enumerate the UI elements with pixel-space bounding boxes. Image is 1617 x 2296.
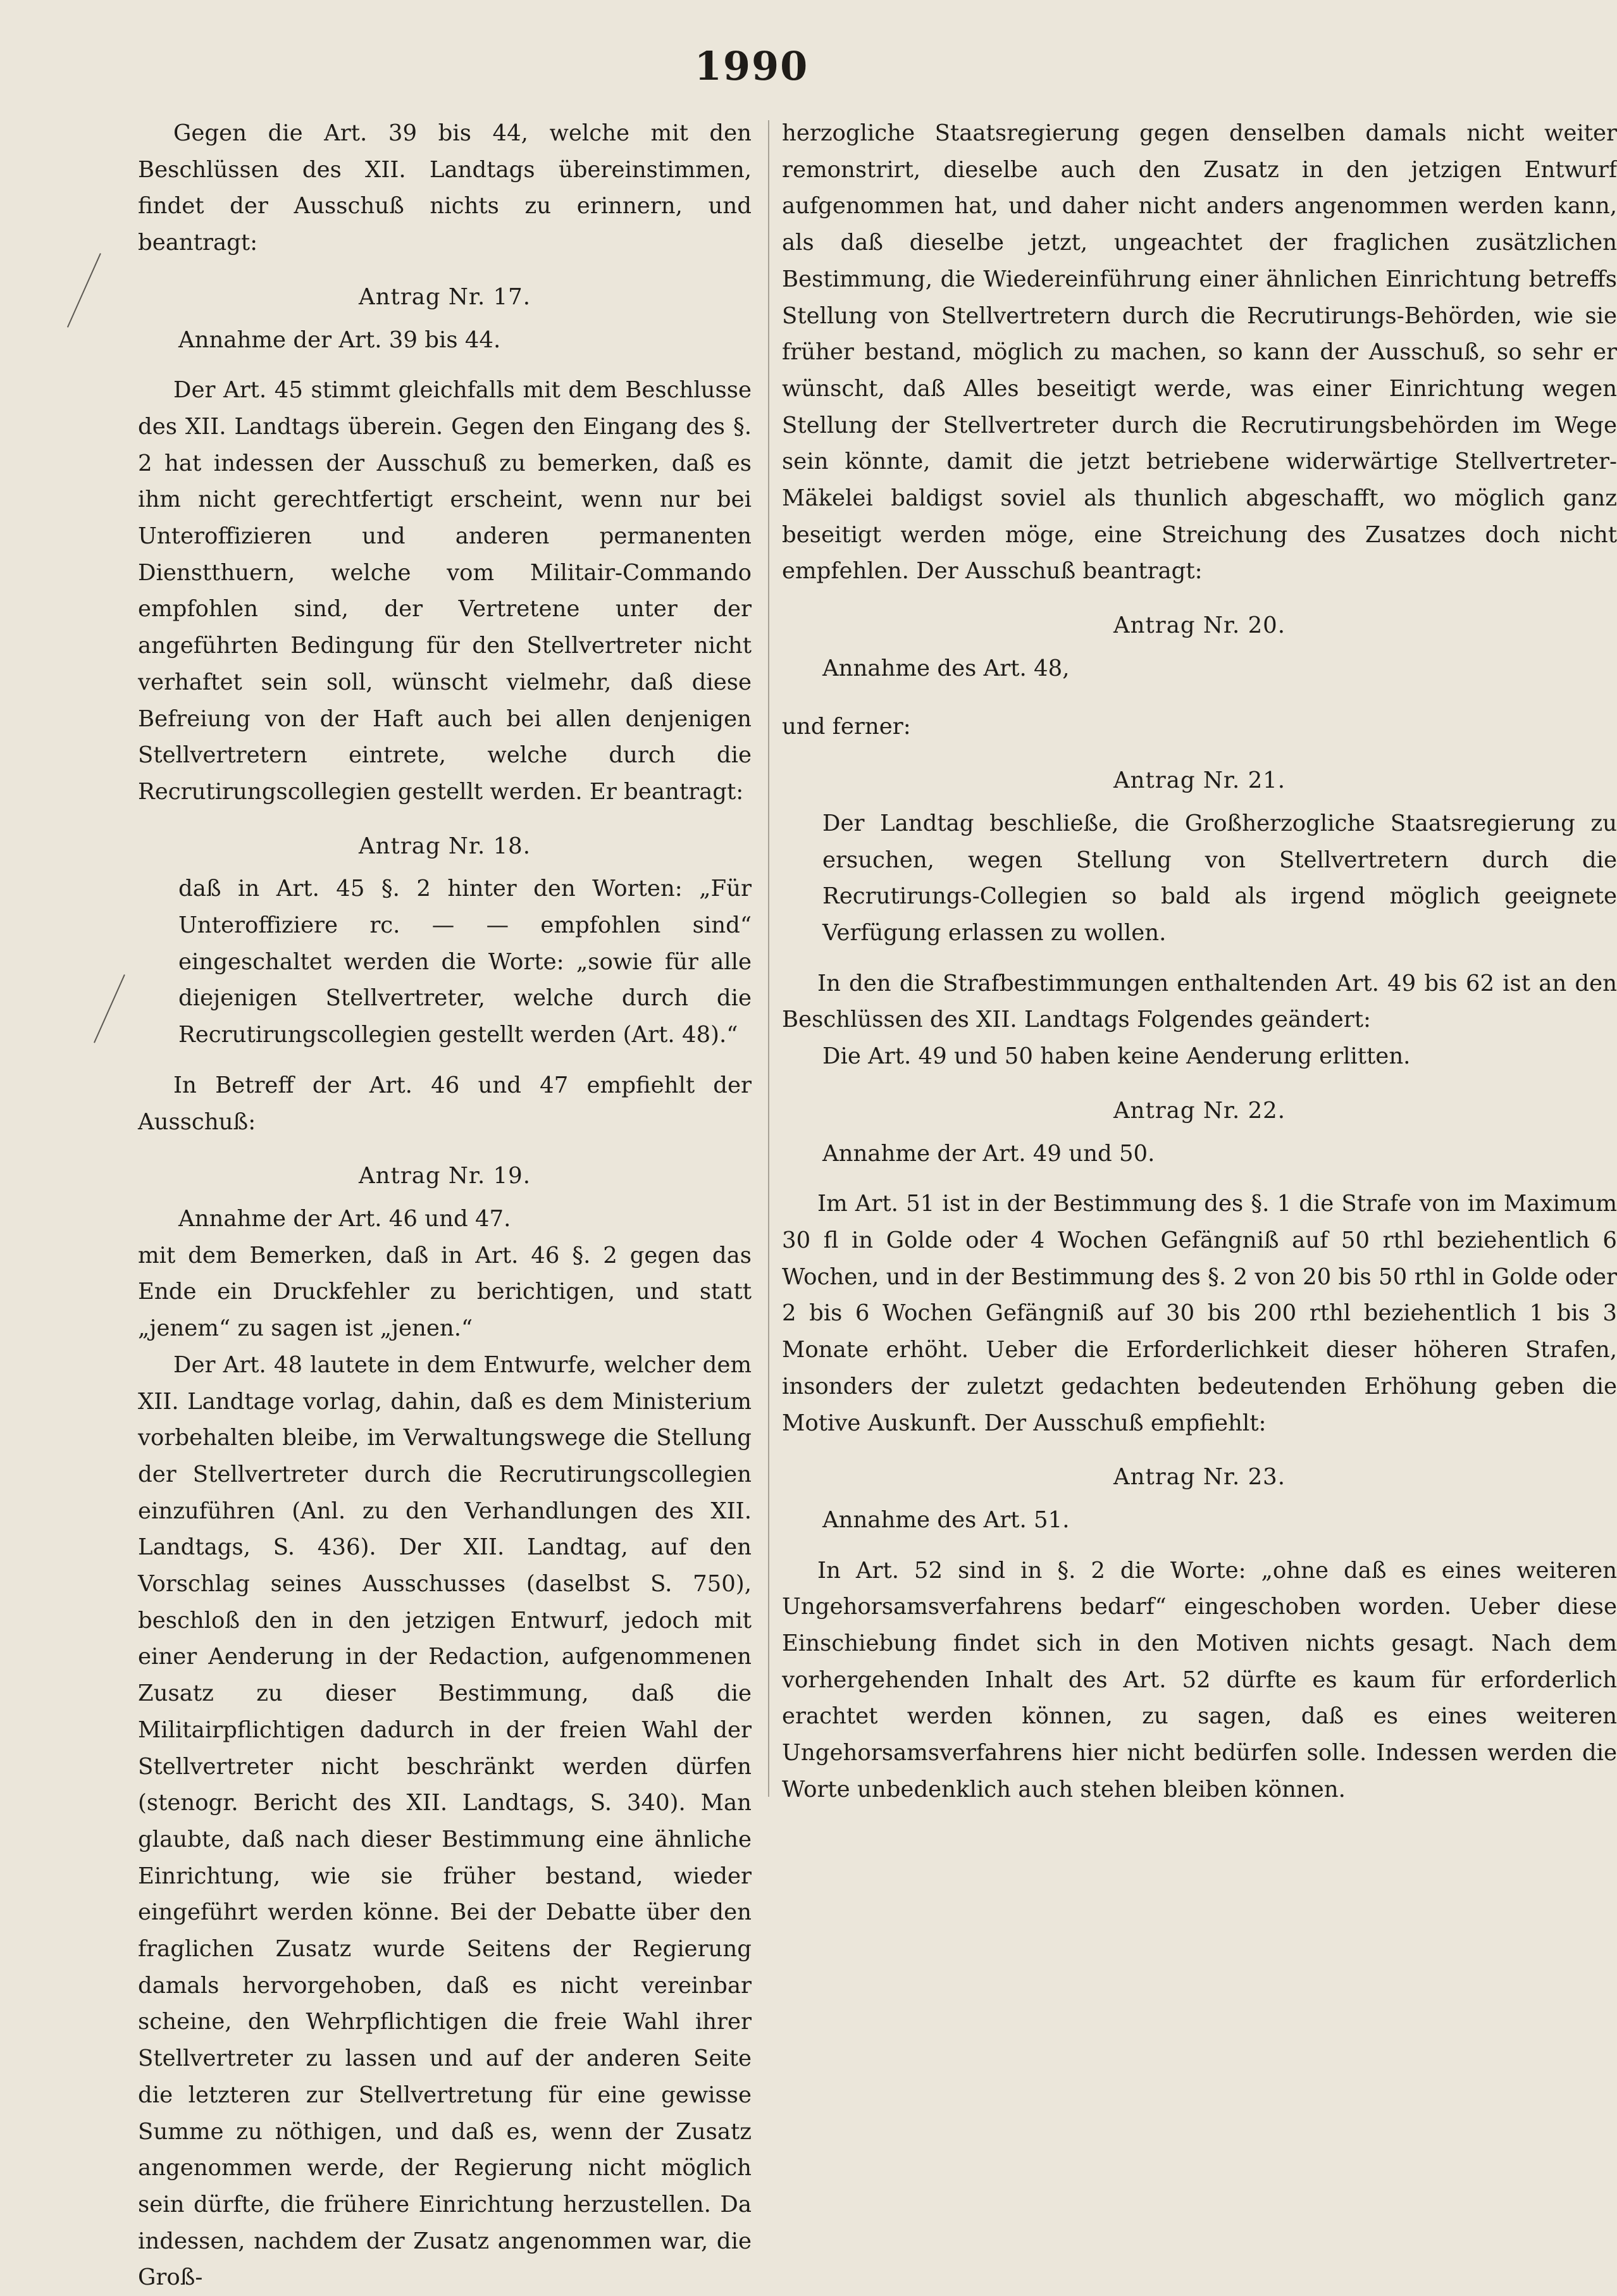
margin-pencil-mark (94, 974, 125, 1043)
left-column (138, 115, 752, 2296)
motion-18-text: daß in Art. 45 §. 2 hinter den Worten: „Für Unteroffiziere rc. — — empfohlen sind“ eingeschaltet werden die Worte: „sowie für alle diejenigen Stellvertreter, welche durch die Recrutirungscollegien gestellt werden (Art. 48).“ (178, 876, 752, 1048)
paragraph-art-52: In Art. 52 sind in §. 2 die Worte: „ohne daß es eines weiteren Ungehorsamsverfahrens bedarf“ eingeschoben worden. Ueber diese Einschiebung findet sich in den Motiven nichts gesagt. Nach dem vorhergehenden Inhalt des Art. 52 dürfte es kaum für erforderlich erachtet werden können, zu sagen, daß es eines weiteren Ungehorsamsverfahrens hier nicht bedürfen solle. Indessen werden die Worte unbedenklich auch stehen bleiben können. (782, 1557, 1617, 1803)
motion-20-heading: Antrag Nr. 20. (1113, 612, 1286, 639)
motion-22-heading: Antrag Nr. 22. (1113, 1097, 1286, 1124)
paragraph-art-45: Der Art. 45 stimmt gleichfalls mit dem Beschlusse des XII. Landtags überein. Gegen den Eingang des §. 2 hat indessen der Ausschuß zu bemerken, daß es ihm nicht gerechtfertigt erscheint, wenn nur bei Unteroffizieren und anderen permanenten Dienstthuern, welche vom Militair-Commando empfohlen sind, der Vertretene unter der angeführten Bedingung für den Stellvertreter nicht verhaftet sein soll, wünscht vielmehr, daß diese Befreiung von der Haft auch bei allen denjenigen Stellvertretern eintrete, welche durch die Recrutirungscollegien gestellt werden. Er beantragt: (138, 377, 752, 805)
motion-23-heading: Antrag Nr. 23. (1113, 1464, 1286, 1491)
paragraph-art-51: Im Art. 51 ist in der Bestimmung des §. 1 die Strafe von im Maximum 30 fl in Golde oder 4 Wochen Gefängniß auf 50 rthl beziehentlich 6 Wochen, und in der Bestimmung des §. 2 von 20 bis 50 rthl in Golde oder 2 bis 6 Wochen Gefängniß auf 30 bis 200 rthl beziehentlich 1 bis 3 Monate erhöht. Ueber die Erforderlichkeit dieser höheren Strafen, insonders der zuletzt gedachten bedeutenden Erhöhung geben die Motive Auskunft. Der Ausschuß empfiehlt: (782, 1191, 1617, 1436)
paragraph-art-46-47: In Betreff der Art. 46 und 47 empfiehlt der Ausschuß: (138, 1072, 752, 1135)
motion-18-heading: Antrag Nr. 18. (358, 833, 531, 859)
motion-21-text: Der Landtag beschließe, die Großherzogliche Staatsregierung zu ersuchen, wegen Stellung von Stellvertretern durch die Recrutirungs-Collegien so bald als irgend möglich geeignete Verfügung erlassen zu wollen. (822, 810, 1617, 946)
motion-21-heading: Antrag Nr. 21. (1113, 767, 1286, 794)
motion-22-text: Annahme der Art. 49 und 50. (822, 1140, 1155, 1167)
paragraph-art-48-continued: herzogliche Staatsregierung gegen denselben damals nicht weiter remonstrirt, dieselbe auch den Zusatz in den jetzigen Entwurf aufgenommen hat, und daher nicht anders angenommen werden kann, als daß dieselbe jetzt, ungeachtet der fraglichen zusätzlichen Bestimmung, die Wiedereinführung einer ähnlichen Einrichtung betreffs Stellung von Stellvertretern durch die Recrutirungs-Behörden, wie sie früher bestand, möglich zu machen, so kann der Ausschuß, so sehr er wünscht, daß Alles beseitigt werde, was einer Einrichtung wegen Stellung der Stellvertreter durch die Recrutirungsbehörden im Wege sein könnte, damit die jetzt betriebene widerwärtige Stellvertreter-Mäkelei baldigst soviel als thunlich abgeschafft, wo möglich ganz beseitigt werden möge, eine Streichung des Zusatzes doch nicht empfehlen. Der Ausschuß beantragt: (782, 120, 1617, 585)
motion-19-heading: Antrag Nr. 19. (358, 1163, 531, 1189)
motion-19-text: Annahme der Art. 46 und 47. (178, 1205, 511, 1232)
page-number: 1990 (694, 43, 809, 89)
motion-20-text: Annahme des Art. 48, (822, 655, 1070, 681)
paragraph-art-48: Der Art. 48 lautete in dem Entwurfe, welcher dem XII. Landtage vorlag, dahin, daß es dem Ministerium vorbehalten bleibe, im Verwaltungswege die Stellung der Stellvertreter durch die Recrutirungscollegien einzuführen (Anl. zu den Verhandlungen des XII. Landtags, S. 436). Der XII. Landtag, auf den Vorschlag seines Ausschusses (daselbst S. 750), beschloß den in den jetzigen Entwurf, jedoch mit einer Aenderung in der Redaction, aufgenommenen Zusatz zu dieser Bestimmung, daß die Militairpflichtigen dadurch in der freien Wahl der Stellvertreter nicht beschränkt werden dürfen (stenogr. Bericht des XII. Landtags, S. 340). Man glaubte, daß nach dieser Bestimmung eine ähnliche Einrichtung, wie sie früher bestand, wieder eingeführt werden könne. Bei der Debatte über den fraglichen Zusatz wurde Seitens der Regierung damals hervorgehoben, daß es nicht vereinbar scheine, den Wehrpflichtigen die freie Wahl ihrer Stellvertreter zu lassen und auf der anderen Seite die letzteren zur Stellvertretung für eine gewisse Summe zu nöthigen, und daß es, wenn der Zusatz angenommen werde, der Regierung nicht möglich sein dürfte, die frühere Einrichtung herzustellen. Da indessen, nachdem der Zusatz angenommen war, die Groß- (138, 1351, 752, 2291)
column-divider (768, 120, 769, 1797)
paragraph-art-49-50: Die Art. 49 und 50 haben keine Aenderung erlitten. (822, 1043, 1411, 1070)
margin-pencil-mark (67, 253, 101, 328)
paragraph-art-49-62: In den die Strafbestimmungen enthaltenden Art. 49 bis 62 ist an den Beschlüssen des XII. Landtags Folgendes geändert: (782, 970, 1617, 1033)
motion-23-text: Annahme des Art. 51. (822, 1506, 1070, 1533)
motion-17-text: Annahme der Art. 39 bis 44. (178, 326, 501, 353)
paragraph-art-39-44: Gegen die Art. 39 bis 44, welche mit den Beschlüssen des XII. Landtags übereinstimmen, findet der Ausschuß nichts zu erinnern, und beantragt: (138, 120, 752, 256)
paragraph-misprint-note: mit dem Bemerken, daß in Art. 46 §. 2 gegen das Ende ein Druckfehler zu berichtigen, und statt „jenem“ zu sagen ist „jenen.“ (138, 1242, 752, 1342)
motion-17-heading: Antrag Nr. 17. (358, 283, 531, 310)
paragraph-und-ferner: und ferner: (782, 713, 911, 740)
right-column (782, 115, 1617, 1808)
